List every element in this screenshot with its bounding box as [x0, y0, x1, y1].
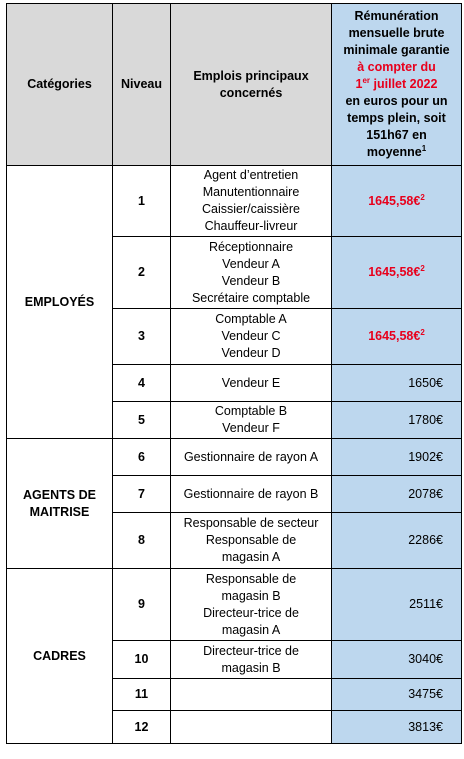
job: magasin A [221, 622, 281, 637]
job: Chauffeur-livreur [204, 219, 298, 233]
pay-cell: 1650€ [332, 365, 462, 402]
pay-cell: 1780€ [332, 402, 462, 439]
jobs-cell [171, 166, 332, 237]
job: Directeur-trice de [203, 605, 299, 620]
jobs-cell [171, 476, 332, 513]
level-cell: 10 [113, 641, 171, 679]
jobs-cell [171, 679, 332, 711]
header-pay [332, 4, 462, 166]
pay-cell: 2286€ [332, 513, 462, 569]
category-line: MAITRISE [29, 504, 90, 519]
jobs-cell [171, 569, 332, 641]
level-cell: 7 [113, 476, 171, 513]
job: Vendeur F [222, 421, 280, 435]
job: Gestionnaire de rayon A [183, 449, 319, 464]
date-day: 1 [355, 77, 363, 91]
header-level: Niveau [113, 4, 171, 166]
pay-cell [332, 309, 462, 365]
level-cell: 6 [113, 439, 171, 476]
job: Secrétaire comptable [191, 290, 311, 305]
moyenne-text: moyenne [366, 145, 422, 159]
pay-value: 1645,58€ [368, 329, 421, 343]
job: Vendeur B [221, 273, 281, 288]
header-pay-date [335, 76, 458, 93]
level-cell: 2 [113, 237, 171, 309]
footnote-marker: 2 [420, 192, 425, 202]
jobs-cell [171, 365, 332, 402]
date-sup: er [362, 75, 371, 85]
header-pay-line: temps plein, soit [347, 111, 446, 125]
level-cell: 12 [113, 711, 171, 744]
job: Réceptionnaire [208, 239, 294, 254]
job: Vendeur A [222, 256, 280, 271]
header-pay-line: à compter du [357, 60, 436, 74]
job: magasin B [221, 588, 281, 603]
job: Vendeur E [221, 375, 281, 390]
footnote-marker: 1 [421, 143, 427, 153]
job: Vendeur D [221, 346, 281, 360]
level-cell: 8 [113, 513, 171, 569]
salary-table [6, 3, 462, 744]
category-maitrise [7, 439, 113, 569]
job: Manutentionnaire [202, 185, 300, 199]
job: Responsable de [205, 533, 297, 547]
category-line: AGENTS DE [23, 487, 96, 502]
pay-cell: 2511€ [332, 569, 462, 641]
job: Responsable de [205, 571, 297, 586]
jobs-cell [171, 309, 332, 365]
header-pay-line: 151h67 en [366, 128, 427, 142]
header-jobs [171, 4, 332, 166]
job: Directeur-trice de [203, 643, 299, 658]
footnote-marker: 2 [420, 327, 425, 337]
category-cadres: CADRES [7, 569, 113, 744]
table-row [7, 569, 462, 641]
level-cell: 9 [113, 569, 171, 641]
header-row [7, 4, 462, 166]
job: Comptable A [215, 312, 287, 326]
footnote-marker: 2 [420, 263, 425, 273]
job: Caissier/caissière [202, 202, 300, 216]
job: Comptable B [214, 404, 288, 418]
table-row [7, 166, 462, 237]
header-categories: Catégories [7, 4, 113, 166]
job: magasin B [221, 660, 281, 675]
header-pay-line: minimale garantie [343, 43, 450, 57]
jobs-cell [171, 513, 332, 569]
pay-cell: 3475€ [332, 679, 462, 711]
pay-cell: 1902€ [332, 439, 462, 476]
category-employes: EMPLOYÉS [7, 166, 113, 439]
level-cell: 4 [113, 365, 171, 402]
job: magasin A [221, 550, 281, 564]
level-cell: 5 [113, 402, 171, 439]
header-pay-line [335, 144, 458, 161]
job: Gestionnaire de rayon B [183, 486, 319, 501]
job: Vendeur C [221, 329, 281, 343]
job: Agent d’entretien [203, 168, 299, 182]
jobs-cell [171, 439, 332, 476]
pay-cell [332, 166, 462, 237]
pay-value: 1645,58€ [368, 193, 421, 208]
job: Responsable de secteur [183, 516, 319, 530]
date-rest: juillet 2022 [370, 77, 438, 91]
header-pay-line: en euros pour un [345, 94, 448, 108]
jobs-cell [171, 641, 332, 679]
jobs-cell [171, 711, 332, 744]
pay-cell [332, 237, 462, 309]
pay-value: 1645,58€ [368, 265, 421, 279]
header-jobs-line: Emplois principaux [193, 68, 309, 83]
pay-cell: 3040€ [332, 641, 462, 679]
header-pay-line: Rémunération [354, 9, 439, 23]
table-row [7, 439, 462, 476]
level-cell: 3 [113, 309, 171, 365]
jobs-cell [171, 237, 332, 309]
header-jobs-line: concernés [219, 85, 283, 100]
jobs-cell [171, 402, 332, 439]
level-cell: 11 [113, 679, 171, 711]
level-cell: 1 [113, 166, 171, 237]
pay-cell: 3813€ [332, 711, 462, 744]
pay-cell: 2078€ [332, 476, 462, 513]
header-pay-line: mensuelle brute [348, 26, 445, 40]
